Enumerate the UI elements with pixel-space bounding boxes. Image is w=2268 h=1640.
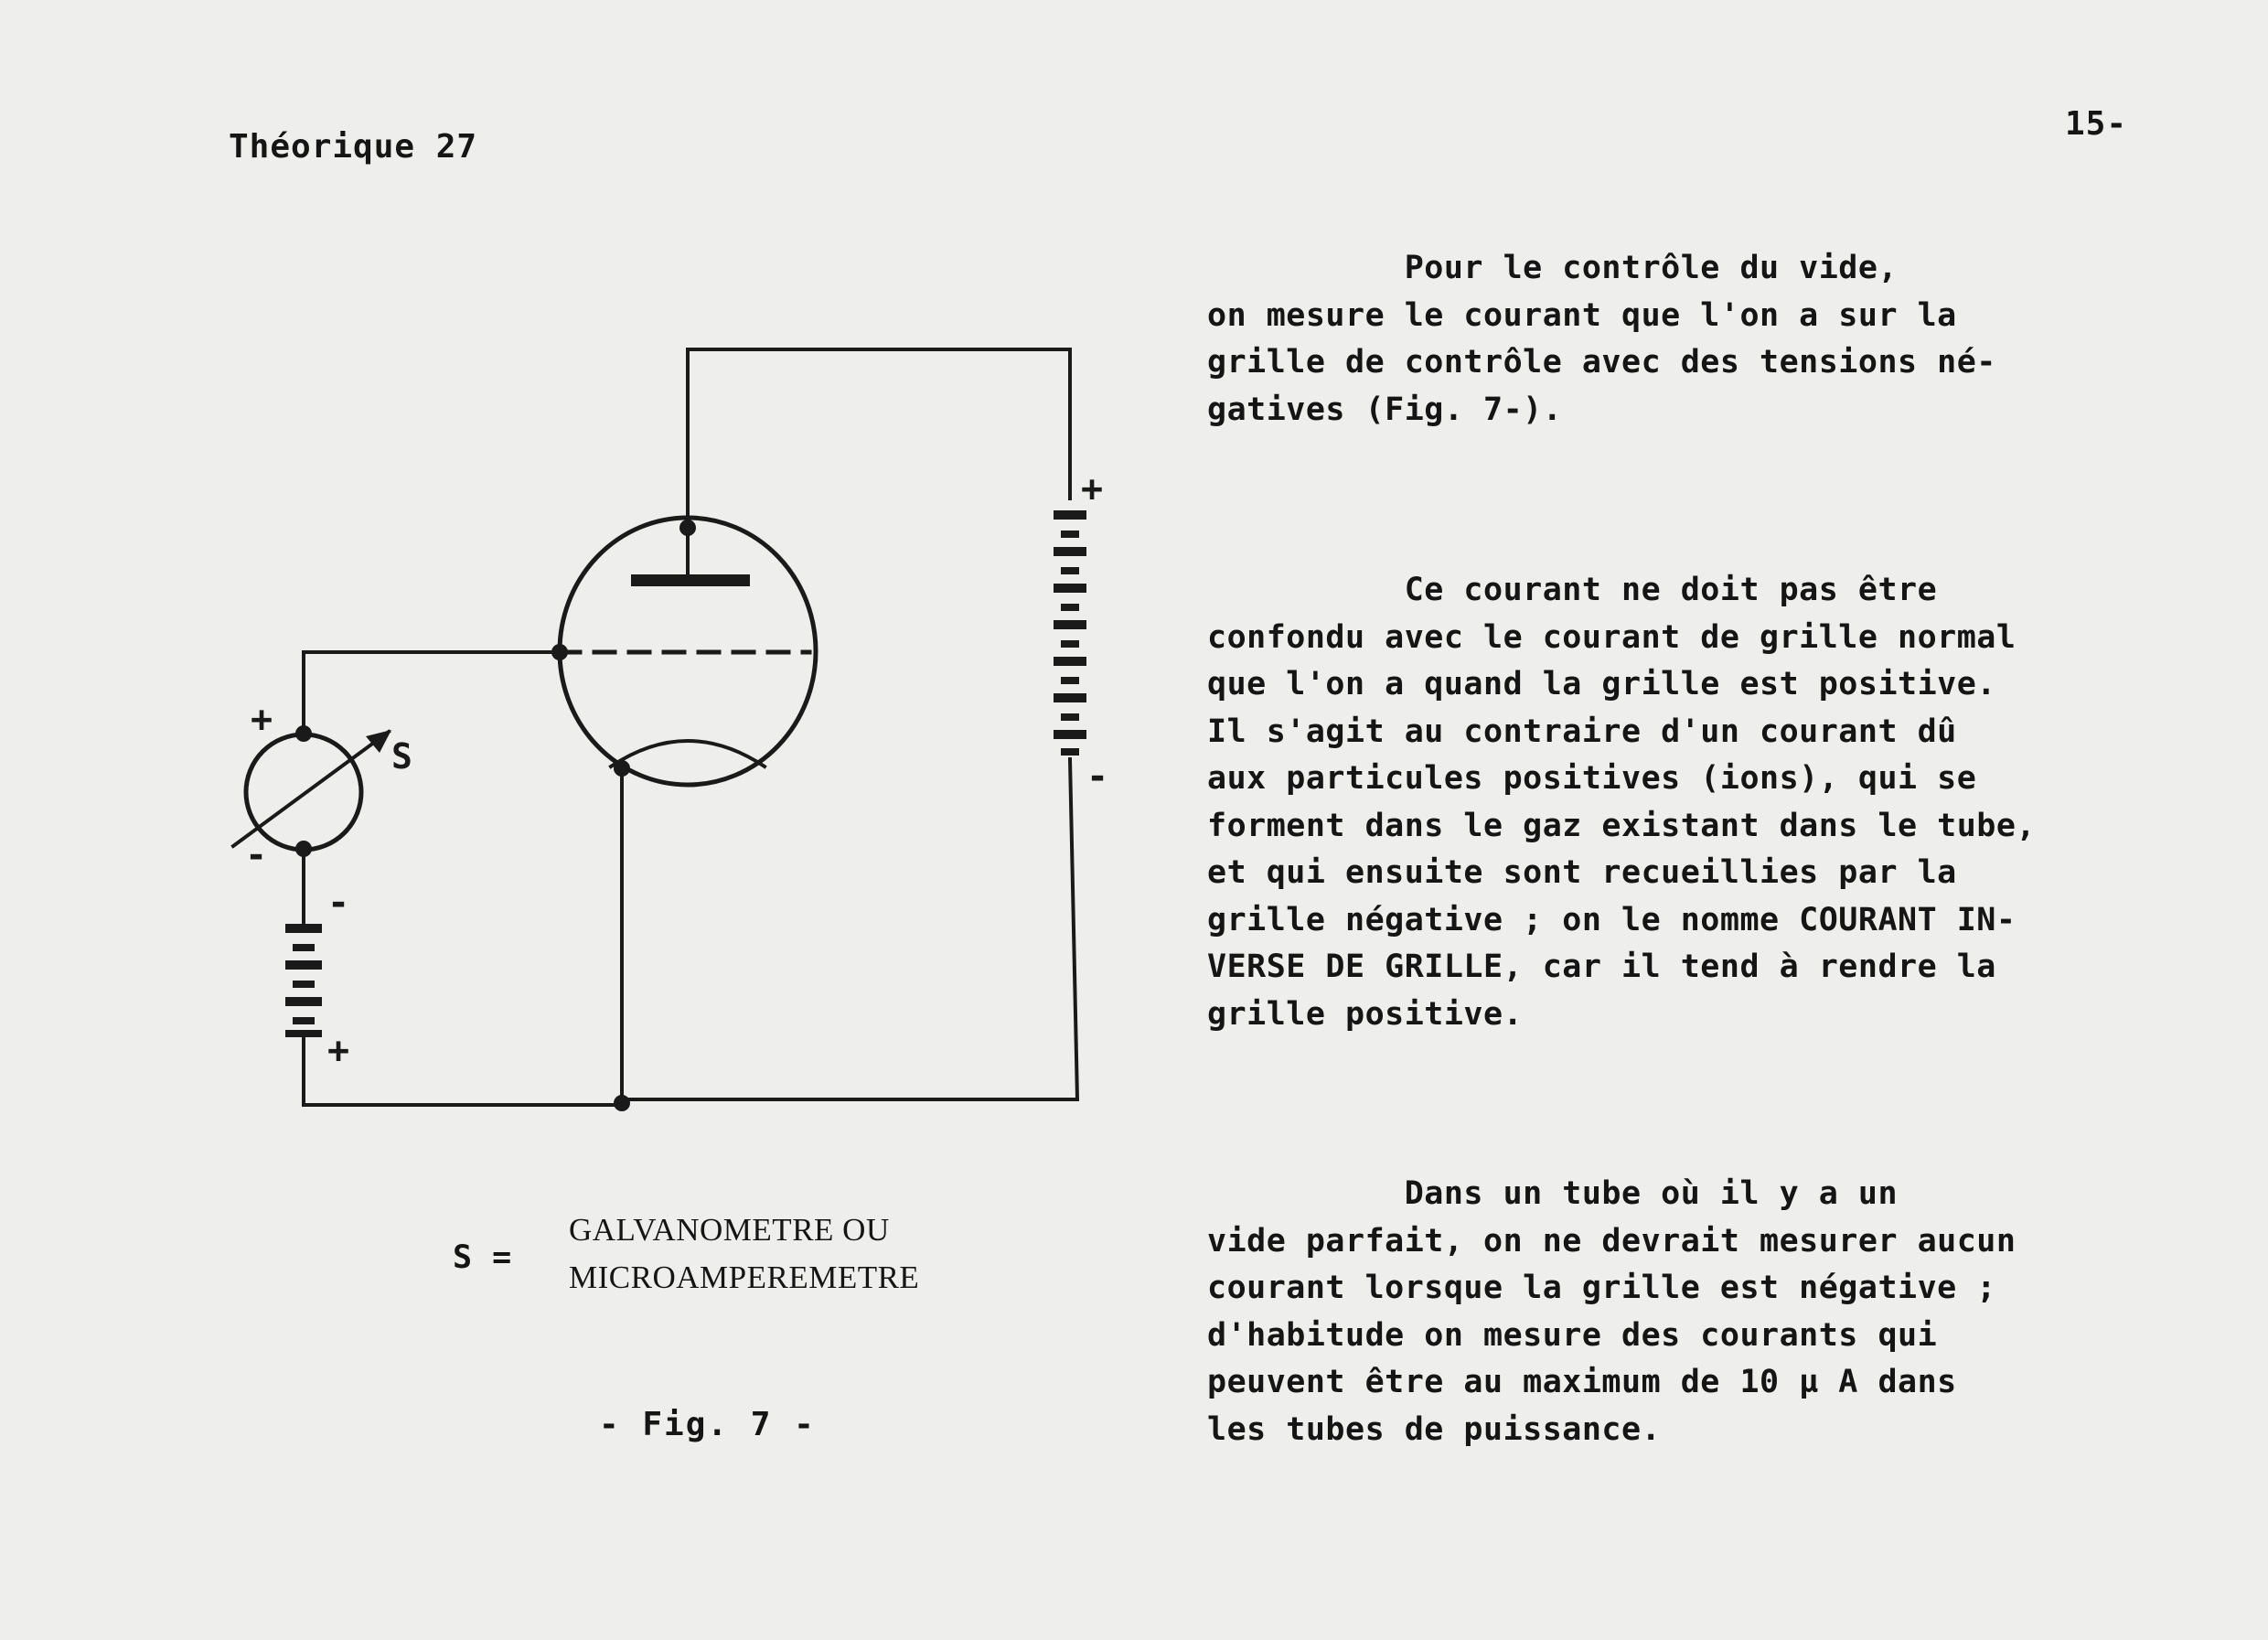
header-title: Théorique 27 <box>229 128 478 166</box>
paragraph-perfect-vacuum <box>1207 1171 2204 1453</box>
legend-line-2: MICROAMPEREMETRE <box>569 1259 920 1295</box>
text-line: et qui ensuite sont recueillies par la <box>1207 854 1957 891</box>
galvanometer-needle <box>233 732 389 846</box>
legend-symbol: S = <box>453 1239 512 1276</box>
plate-battery-plus: + <box>1081 468 1104 510</box>
paragraph-vacuum-control <box>1207 245 2204 434</box>
text-line: forment dans le gaz existant dans le tube, <box>1207 807 2037 844</box>
meter-label: S <box>391 736 412 777</box>
text-line: aux particules positives (ions), qui se <box>1207 760 1977 797</box>
text-line: courant lorsque la grille est négative ; <box>1207 1270 1996 1306</box>
meter-plus: + <box>251 699 273 741</box>
plate-electrode <box>631 574 750 586</box>
paragraph-reverse-grid-current <box>1207 567 2204 1038</box>
legend-line-1: GALVANOMETRE OU <box>569 1212 890 1248</box>
junction-dot <box>295 725 312 742</box>
text-line: grille positive. <box>1207 995 1524 1033</box>
junction-dot <box>295 841 312 857</box>
text-line: gatives (Fig. 7-). <box>1207 391 1563 428</box>
text-line: grille de contrôle avec des tensions né- <box>1207 344 1996 381</box>
text-line: Ce courant ne doit pas être <box>1207 572 1938 608</box>
text-line: on mesure le courant que l'on a sur la <box>1207 296 1957 334</box>
text-line: Dans un tube où il y a un <box>1207 1175 1899 1212</box>
grid-battery <box>285 924 322 1037</box>
meter-minus: - <box>245 834 268 876</box>
junction-dot <box>614 760 630 777</box>
text-line: que l'on a quand la grille est positive. <box>1207 666 1996 702</box>
plate-battery <box>1054 510 1086 756</box>
junction-dot <box>679 520 696 536</box>
cathode-heater <box>611 741 765 766</box>
junction-dot <box>551 644 568 660</box>
battery-to-ground-wire <box>304 1034 622 1105</box>
text-line: Il s'agit au contraire d'un courant dû <box>1207 713 1957 750</box>
text-line: Pour le contrôle du vide, <box>1207 250 1899 286</box>
grid-wire <box>304 652 560 734</box>
text-line: vide parfait, on ne devrait mesurer aucun <box>1207 1222 2017 1259</box>
grid-battery-plus: + <box>327 1030 350 1072</box>
text-line: VERSE DE GRILLE, car il tend à rendre la <box>1207 949 1996 985</box>
figure-caption: - Fig. 7 - <box>599 1406 816 1443</box>
text-line: peuvent être au maximum de 10 µ A dans <box>1207 1364 1957 1400</box>
junction-dot <box>614 1095 630 1111</box>
text-line: grille négative ; on le nomme COURANT IN- <box>1207 901 2017 938</box>
text-line: confondu avec le courant de grille normal <box>1207 618 2017 656</box>
needle-arrowhead <box>366 730 391 753</box>
circuit-diagram <box>0 0 1189 1281</box>
page-number: 15- <box>2065 105 2128 143</box>
battery-return-wire <box>622 759 1077 1099</box>
text-line: d'habitude on mesure des courants qui <box>1207 1316 1938 1354</box>
text-line: les tubes de puissance. <box>1207 1410 1662 1448</box>
grid-battery-minus: - <box>327 882 350 924</box>
plate-battery-minus: - <box>1086 756 1109 798</box>
plate-wire <box>688 349 1070 576</box>
